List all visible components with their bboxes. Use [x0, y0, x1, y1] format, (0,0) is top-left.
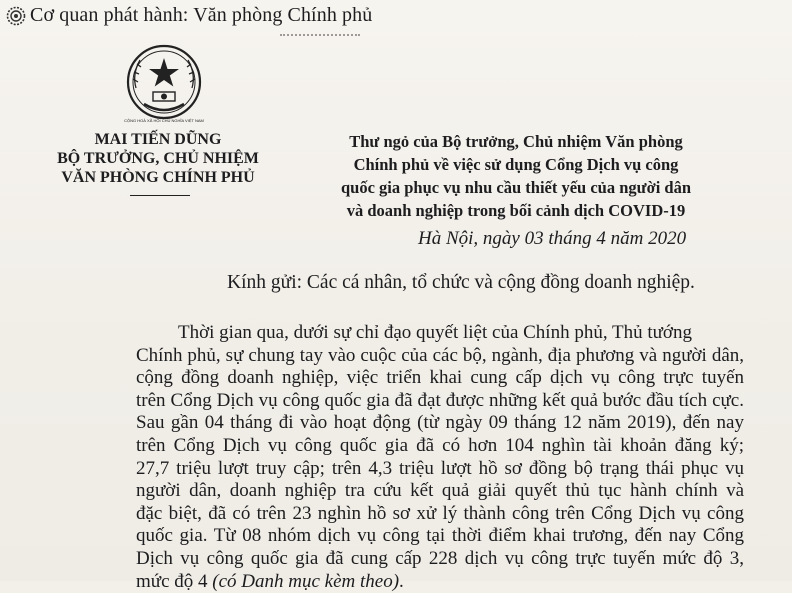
- national-emblem-icon: [124, 42, 204, 126]
- scan-noise-divider: [280, 34, 360, 42]
- letter-subject: [296, 130, 736, 222]
- salutation: Kính gửi: Các cá nhân, tổ chức và cộng đồng doanh nghiệp.: [227, 272, 695, 293]
- body-last-text: mức độ 4: [136, 570, 213, 592]
- emblem-text: CỘNG HOÀ XÃ HỘI CHỦ NGHĨA VIỆT NAM: [124, 118, 204, 123]
- issuer-line: Cơ quan phát hành: Văn phòng Chính phủ: [30, 4, 373, 26]
- subject-line3: quốc gia phục vụ nhu cầu thiết yếu của người dân: [340, 178, 692, 197]
- subject-line2: Chính phủ về việc sử dụng Cổng Dịch vụ công: [353, 155, 679, 174]
- body-line: người dân, doanh nghiệp tra cứu kết quả giải quyết thủ tục hành chính và: [136, 480, 744, 502]
- subject-line1: Thư ngỏ của Bộ trưởng, Chủ nhiệm Văn phòng: [349, 132, 683, 151]
- body-line: Dịch vụ công quốc gia đã cung cấp 228 dịch vụ công trực tuyến mức độ 3,: [136, 547, 744, 569]
- body-line: cộng đồng doanh nghiệp, việc triển khai cung cấp dịch vụ công trực tuyến: [136, 367, 744, 389]
- sender-block: [38, 130, 278, 187]
- body-line: 27,7 triệu lượt truy cập; trên 4,3 triệu lượt hồ sơ đồng bộ trạng thái phục vụ: [136, 457, 744, 479]
- attachment-note: (có Danh mục kèm theo): [212, 570, 400, 592]
- body-line: quốc gia. Từ 08 nhóm dịch vụ công tại thời điểm khai trương, đến nay Cổng: [136, 525, 744, 547]
- body-line: trên Cổng Dịch vụ công quốc gia đã có hơn 104 nghìn tài khoản đăng ký;: [136, 434, 744, 456]
- body-line: Sau gần 04 tháng đi vào hoạt động (từ ngày 09 tháng 12 năm 2019), đến nay: [136, 412, 744, 434]
- sender-title-line2: VĂN PHÒNG CHÍNH PHỦ: [61, 169, 255, 186]
- letter-body: [136, 322, 744, 593]
- gear-stamp-icon: [6, 6, 26, 26]
- body-last-end: .: [399, 570, 404, 592]
- place-date: Hà Nội, ngày 03 tháng 4 năm 2020: [418, 228, 687, 249]
- body-line: Thời gian qua, dưới sự chỉ đạo quyết liệt của Chính phủ, Thủ tướng: [178, 322, 692, 343]
- sender-title-line1: BỘ TRƯỞNG, CHỦ NHIỆM: [57, 150, 259, 167]
- body-line: đặc biệt, đã có trên 23 nghìn hồ sơ xử lý thành công trên Cổng Dịch vụ công: [136, 502, 744, 524]
- body-line-last: [136, 571, 744, 593]
- subject-line4: và doanh nghiệp trong bối cảnh dịch COVID-19: [346, 201, 686, 220]
- sender-name: MAI TIẾN DŨNG: [94, 131, 222, 148]
- sender-underline: [130, 195, 190, 196]
- body-line: trên Cổng Dịch vụ công quốc gia đã đạt được những kết quả bước đầu tích cực.: [136, 389, 744, 411]
- body-line: Chính phủ, sự chung tay vào cuộc của các bộ, ngành, địa phương và người dân,: [136, 344, 744, 366]
